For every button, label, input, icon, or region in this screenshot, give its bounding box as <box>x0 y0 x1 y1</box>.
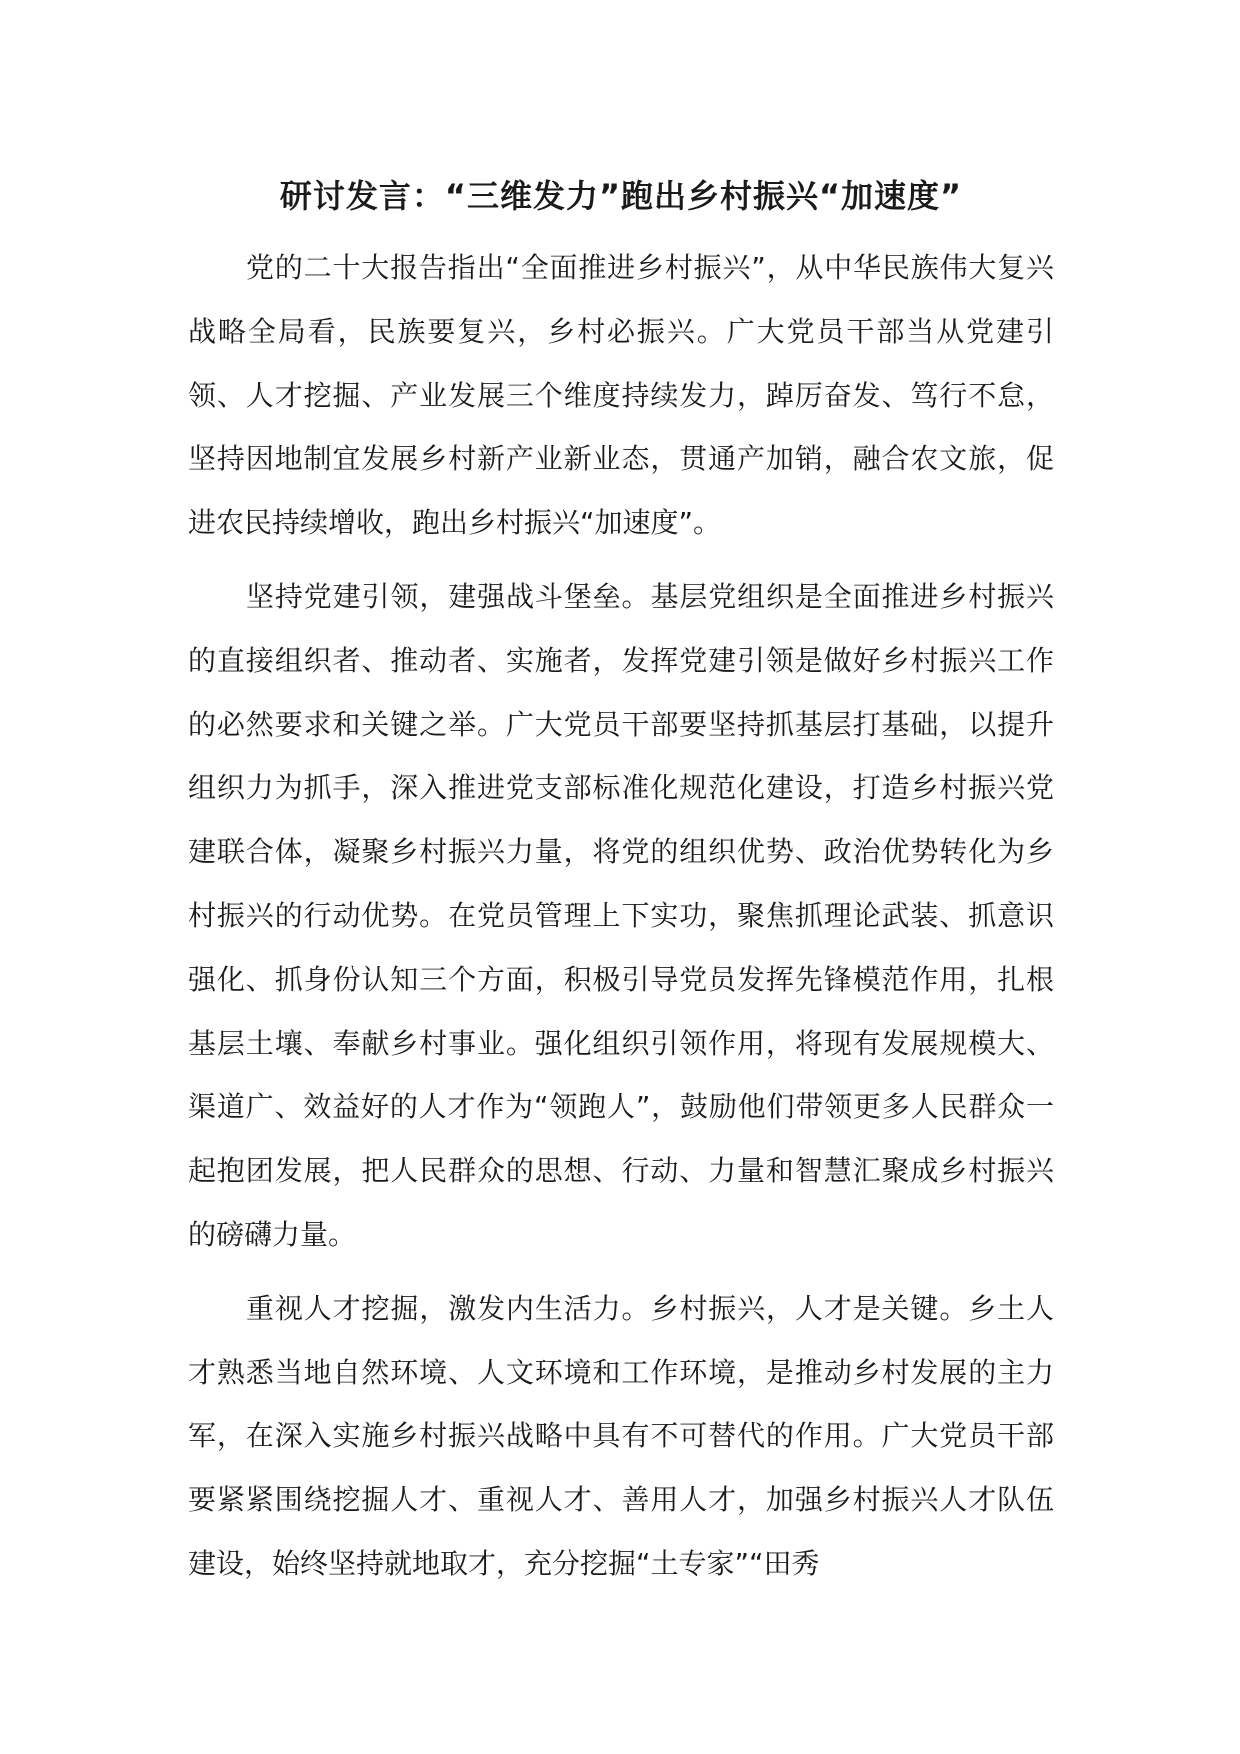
paragraph-talent: 重视人才挖掘，激发内生活力。乡村振兴，人才是关键。乡土人才熟悉当地自然环境、人文环境和工作环境，是推动乡村发展的主力军，在深入实施乡村振兴战略中具有不可替代的作用。广大党员干部要紧紧围绕挖掘人才、重视人才、善用人才，加强乡村振兴人才队伍建设，始终坚持就地取才，充分挖掘“土专家”“田秀 <box>188 1291 1054 1580</box>
paragraph-intro: 党的二十大报告指出“全面推进乡村振兴”，从中华民族伟大复兴战略全局看，民族要复兴，乡村必振兴。广大党员干部当从党建引领、人才挖掘、产业发展三个维度持续发力，踔厉奋发、笃行不怠，坚持因地制宜发展乡村新产业新业态，贯通产加销，融合农文旅，促进农民持续增收，跑出乡村振兴“加速度”。 <box>188 251 1054 540</box>
paragraph-party-building: 坚持党建引领，建强战斗堡垒。基层党组织是全面推进乡村振兴的直接组织者、推动者、实施者，发挥党建引领是做好乡村振兴工作的必然要求和关键之举。广大党员干部要坚持抓基层打基础，以提升组织力为抓手，深入推进党支部标准化规范化建设，打造乡村振兴党建联合体，凝聚乡村振兴力量，将党的组织优势、政治优势转化为乡村振兴的行动优势。在党员管理上下实功，聚焦抓理论武装、抓意识强化、抓身份认知三个方面，积极引导党员发挥先锋模范作用，扎根基层土壤、奉献乡村事业。强化组织引领作用，将现有发展规模大、渠道广、效益好的人才作为“领跑人”，鼓励他们带领更多人民群众一起抱团发展，把人民群众的思想、行动、力量和智慧汇聚成乡村振兴的磅礴力量。 <box>188 579 1054 1251</box>
document-title: 研讨发言：“三维发力”跑出乡村振兴“加速度” <box>279 177 963 215</box>
document-body <box>188 236 1054 1606</box>
